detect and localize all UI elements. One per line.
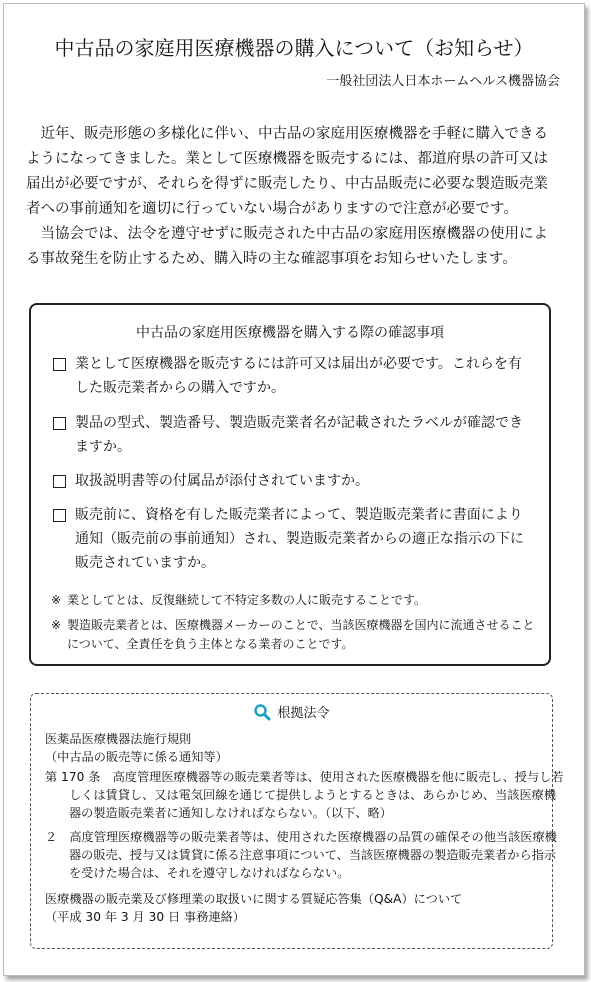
note-mark: ※	[51, 593, 62, 607]
checkbox-icon[interactable]	[53, 475, 66, 488]
checklist-item-text: 業として医療機器を販売するには許可又は届出が必要です。これらを有した販売業者からの購入ですか。	[75, 356, 522, 396]
page-title: 中古品の家庭用医療機器の購入について（お知らせ）	[54, 36, 534, 60]
checklist-item-3[interactable]	[53, 469, 531, 493]
regulation-name: 医薬品医療機器法施行規則	[45, 732, 192, 746]
legal-basis-heading	[31, 702, 552, 721]
checkbox-icon[interactable]	[53, 417, 66, 430]
note-text: 業としてとは、反復継続して不特定多数の人に販売することです。	[67, 593, 427, 607]
checklist-title: 中古品の家庭用医療機器を購入する際の確認事項	[136, 325, 444, 341]
organization-name: 一般社団法人日本ホームヘルス機器協会	[326, 74, 560, 89]
intro-text	[26, 122, 562, 272]
note-text: 製造販売業者とは、医療機器メーカーのことで、当該医療機器を国内に流通させることについて、全責任を負う主体となる業者のことです。	[67, 618, 535, 651]
checkbox-icon[interactable]	[53, 509, 66, 522]
checklist-item-text: 取扱説明書等の付属品が添付されていますか。	[75, 473, 369, 489]
checklist-item-1[interactable]	[53, 352, 531, 400]
checklist-item-text: 販売前に、資格を有した販売業者によって、製造販売業者に書面により通知（販売前の事前通知）され、製造販売業者からの適正な指示の下に販売されていますか。	[75, 507, 524, 571]
regulation-subtitle: （中古品の販売等に係る通知等）	[45, 750, 228, 764]
legal-basis-panel	[30, 693, 564, 949]
magnifier-icon	[253, 703, 271, 721]
qa-subtitle: （平成 30 年 3 月 30 日 事務連絡）	[45, 910, 245, 924]
qa-title: 医療機器の販売業及び修理業の取扱いに関する質疑応答集（Q&A）について	[45, 892, 463, 906]
checklist-panel	[29, 303, 551, 666]
legal-basis-heading-text: 根拠法令	[277, 706, 330, 721]
checklist-item-text: 製品の型式、製造番号、製造販売業者名が記載されたラベルが確認できますか。	[75, 415, 523, 455]
document-page	[3, 3, 585, 976]
checkbox-icon[interactable]	[53, 358, 66, 371]
checklist-note-2	[51, 616, 537, 654]
intro-paragraph-1: 近年、販売形態の多様化に伴い、中古品の家庭用医療機器を手軽に購入できるようになってきました。業として医療機器を販売するには、都道府県の許可又は届出が必要ですが、それらを得ずに販売したり、中古品販売に必要な製造販売業者への事前通知を適切に行っていない場合がありますので注意が必要です。	[26, 126, 548, 217]
note-mark: ※	[51, 618, 62, 632]
article-170-paragraph-2: ２ 高度管理医療機器等の販売業者等は、使用された医療機器の品質の確保その他当該医療機器の販売、授与又は賃貸に係る注意事項について、当該医療機器の製造販売業者から指示を受けた場合は、それを遵守しなければならない。	[45, 830, 557, 880]
checklist-item-4[interactable]	[53, 503, 531, 575]
intro-paragraph-2: 当協会では、法令を遵守せずに販売された中古品の家庭用医療機器の使用による事故発生を防止するため、購入時の主な確認事項をお知らせいたします。	[26, 226, 548, 267]
article-170: 第 170 条 高度管理医療機器等の販売業者等は、使用された医療機器を他に販売し、授与し若しくは賃貸し、又は電気回線を通じて提供しようとするときは、あらかじめ、当該医療機器の製造販売業者に通知しなければならない。（以下、略）	[45, 770, 564, 820]
checklist-note-1	[51, 591, 537, 610]
checklist-item-2[interactable]	[53, 411, 531, 459]
